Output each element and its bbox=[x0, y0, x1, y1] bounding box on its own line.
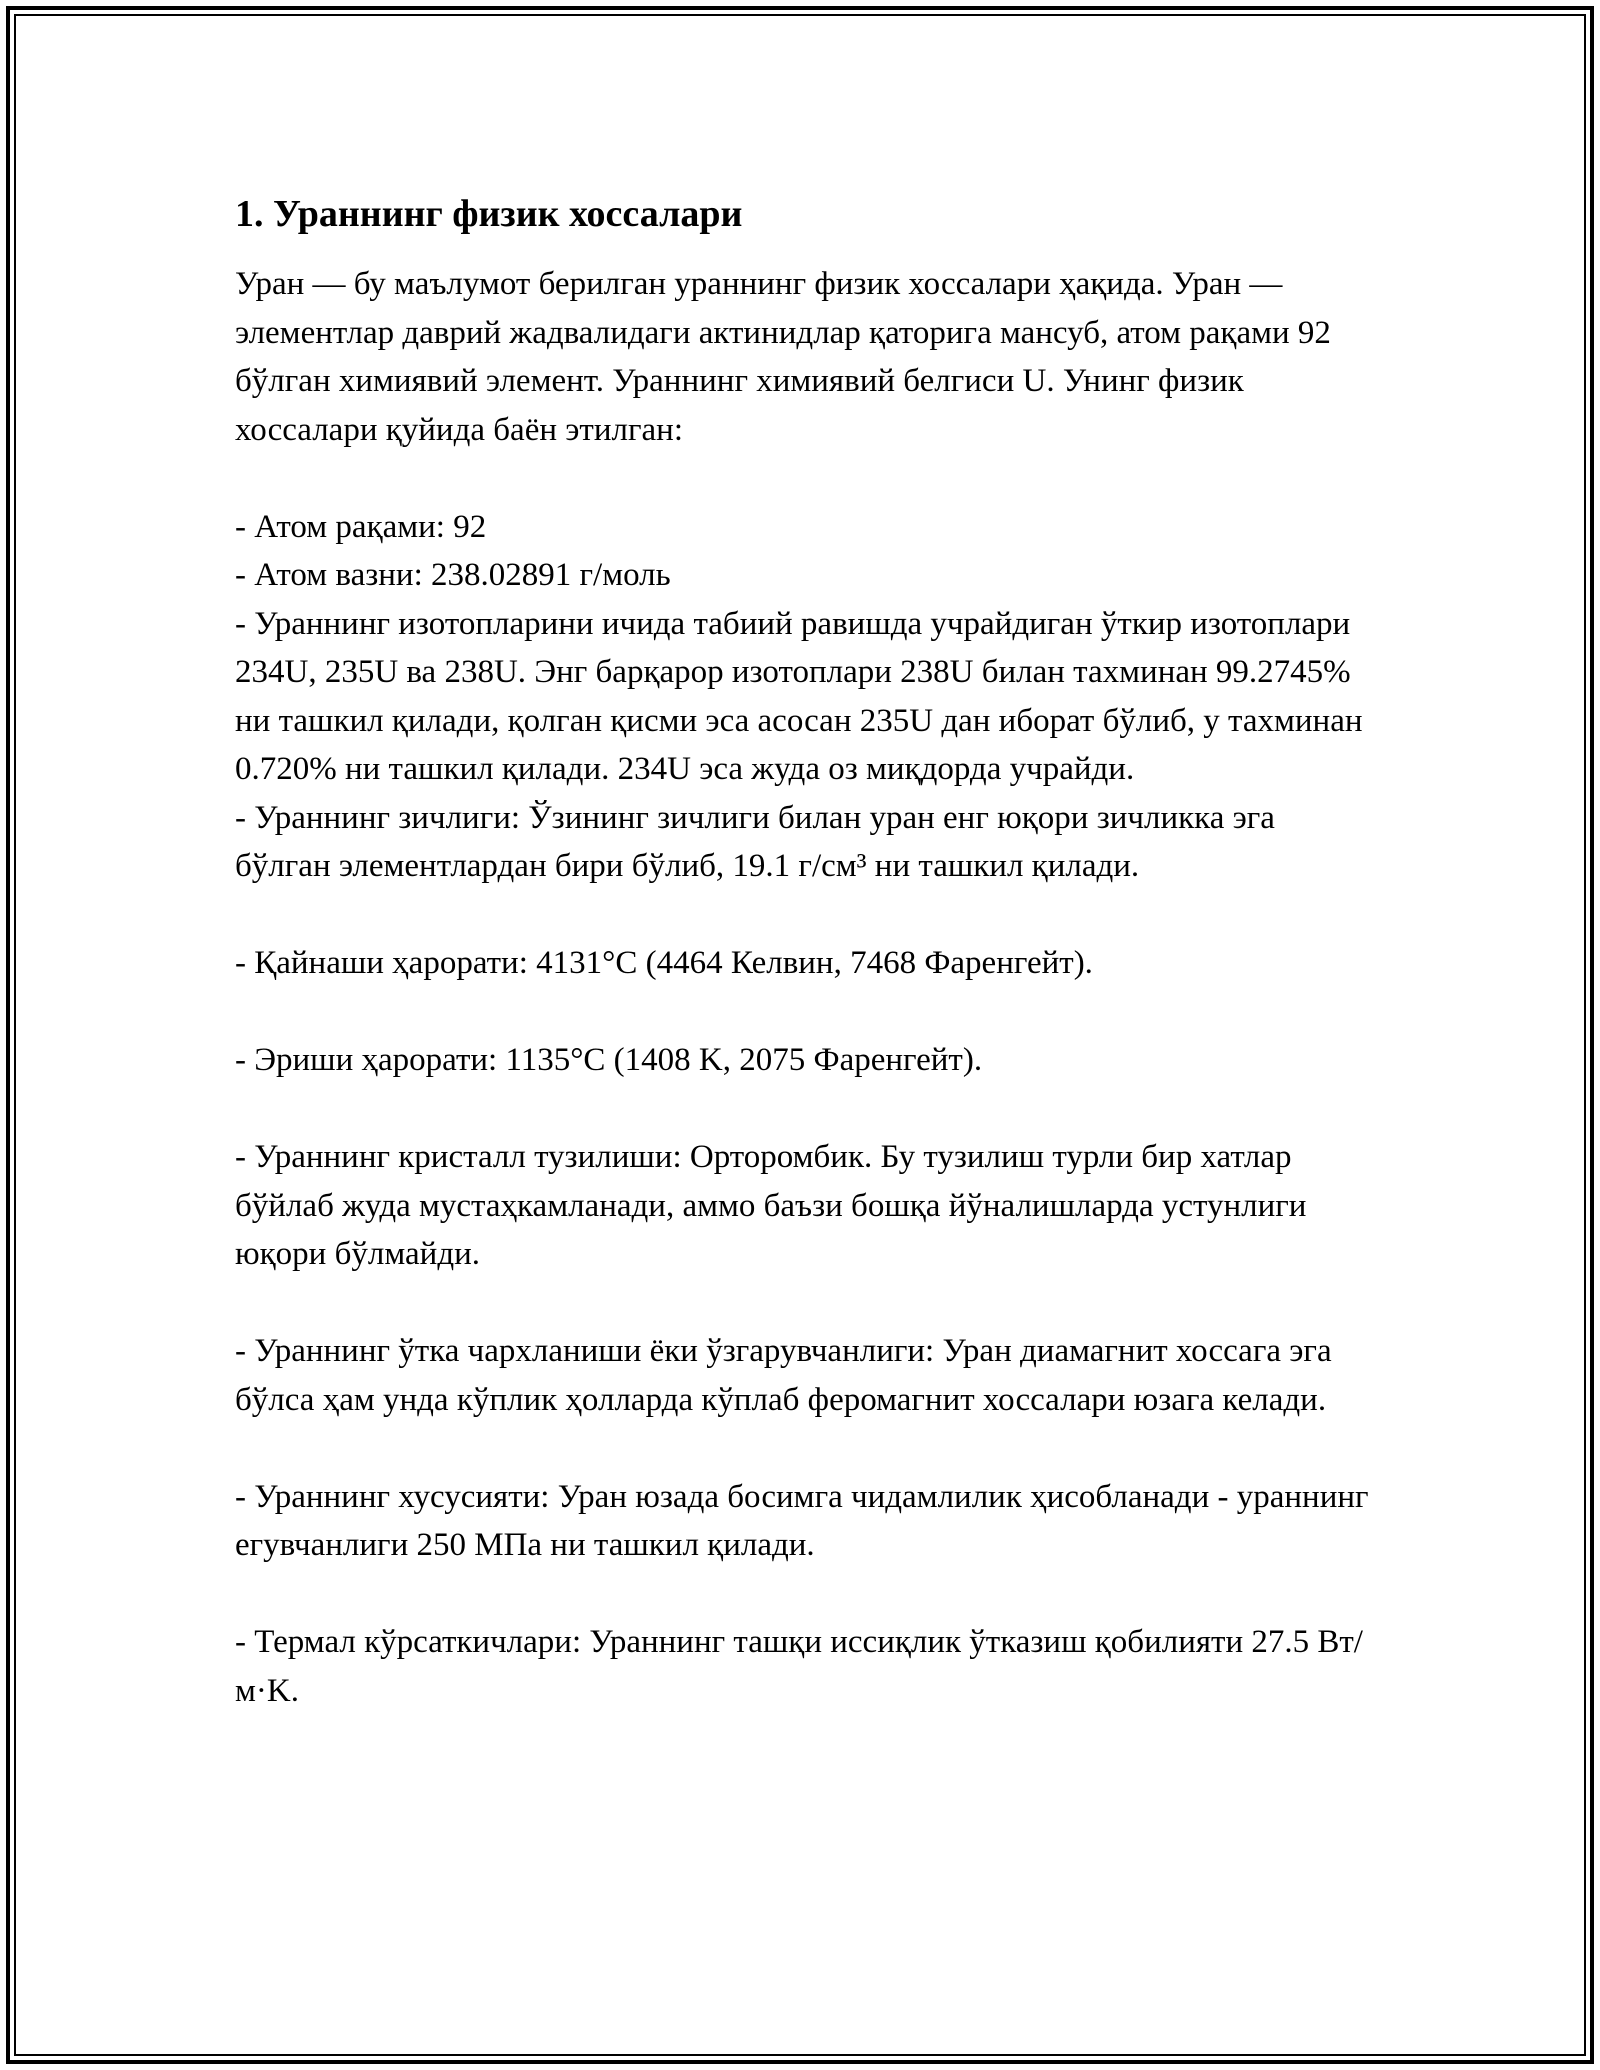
document-body bbox=[235, 190, 1375, 1715]
list-item-crystal-structure: - Ураннинг кристалл тузилиши: Орторомбик. Бу тузилиш турли бир хатлар бўйлаб жуда мустаҳкамланади, аммо баъзи бошқа йўналишларда устунлиги юқори бўлмайди. bbox=[235, 1139, 1307, 1272]
blank-line bbox=[235, 1424, 1375, 1473]
list-item-thermal: - Термал кўрсаткичлари: Ураннинг ташқи иссиқлик ўтказиш қобилияти 27.5 Вт/м·K. bbox=[235, 1624, 1363, 1709]
section-heading: 1. Ураннинг физик хоссалари bbox=[235, 193, 743, 235]
blank-line bbox=[235, 1570, 1375, 1619]
list-item-strength: - Ураннинг хусусияти: Уран юзада босимга чидамлилик ҳисобланади - ураннинг егувчанлиги 250 МПа ни ташкил қилади. bbox=[235, 1478, 1369, 1563]
list-item-boiling-point: - Қайнаши ҳарорати: 4131°C (4464 Келвин, 7468 Фаренгейт). bbox=[235, 945, 1093, 981]
blank-line bbox=[235, 454, 1375, 503]
list-item-atomic-number: - Атом рақами: 92 bbox=[235, 508, 487, 545]
intro-paragraph: Уран — бу маълумот берилган ураннинг физик хоссалари ҳақида. Уран — элементлар даврий жадвалидаги актинидлар қаторига мансуб, атом рақами 92 бўлган химиявий элемент. Ураннинг химиявий белгиси U. Унинг физик хоссалари қуйида баён этилган: bbox=[235, 266, 1331, 448]
list-item-melting-point: - Эриши ҳарорати: 1135°C (1408 K, 2075 Фаренгейт). bbox=[235, 1042, 983, 1078]
blank-line bbox=[235, 1085, 1375, 1134]
blank-line bbox=[235, 1279, 1375, 1328]
blank-line bbox=[235, 988, 1375, 1037]
list-item-atomic-weight: - Атом вазни: 238.02891 г/моль bbox=[235, 557, 671, 593]
blank-line bbox=[235, 891, 1375, 940]
list-item-isotopes: - Ураннинг изотопларини ичида табиий равишда учрайдиган ўткир изотоплари 234U, 235U ва 238U. Энг барқарор изотоплари 238U билан тахминан 99.2745% ни ташкил қилади, қолган қисми эса асосан 235U дан иборат бўлиб, у тахминан 0.720% ни ташкил қилади. 234U эса жуда оз миқдорда учрайди. bbox=[235, 605, 1363, 787]
list-item-density: - Ураннинг зичлиги: Ўзининг зичлиги билан уран енг юқори зичликка эга бўлган элементлардан бири бўлиб, 19.1 г/см³ ни ташкил қилади. bbox=[235, 799, 1275, 884]
list-item-magnetism: - Ураннинг ўтка чархланиши ёки ўзгарувчанлиги: Уран диамагнит хоссага эга бўлса ҳам унда кўплик ҳолларда кўплаб феромагнит хоссалари юзага келади. bbox=[235, 1333, 1332, 1418]
